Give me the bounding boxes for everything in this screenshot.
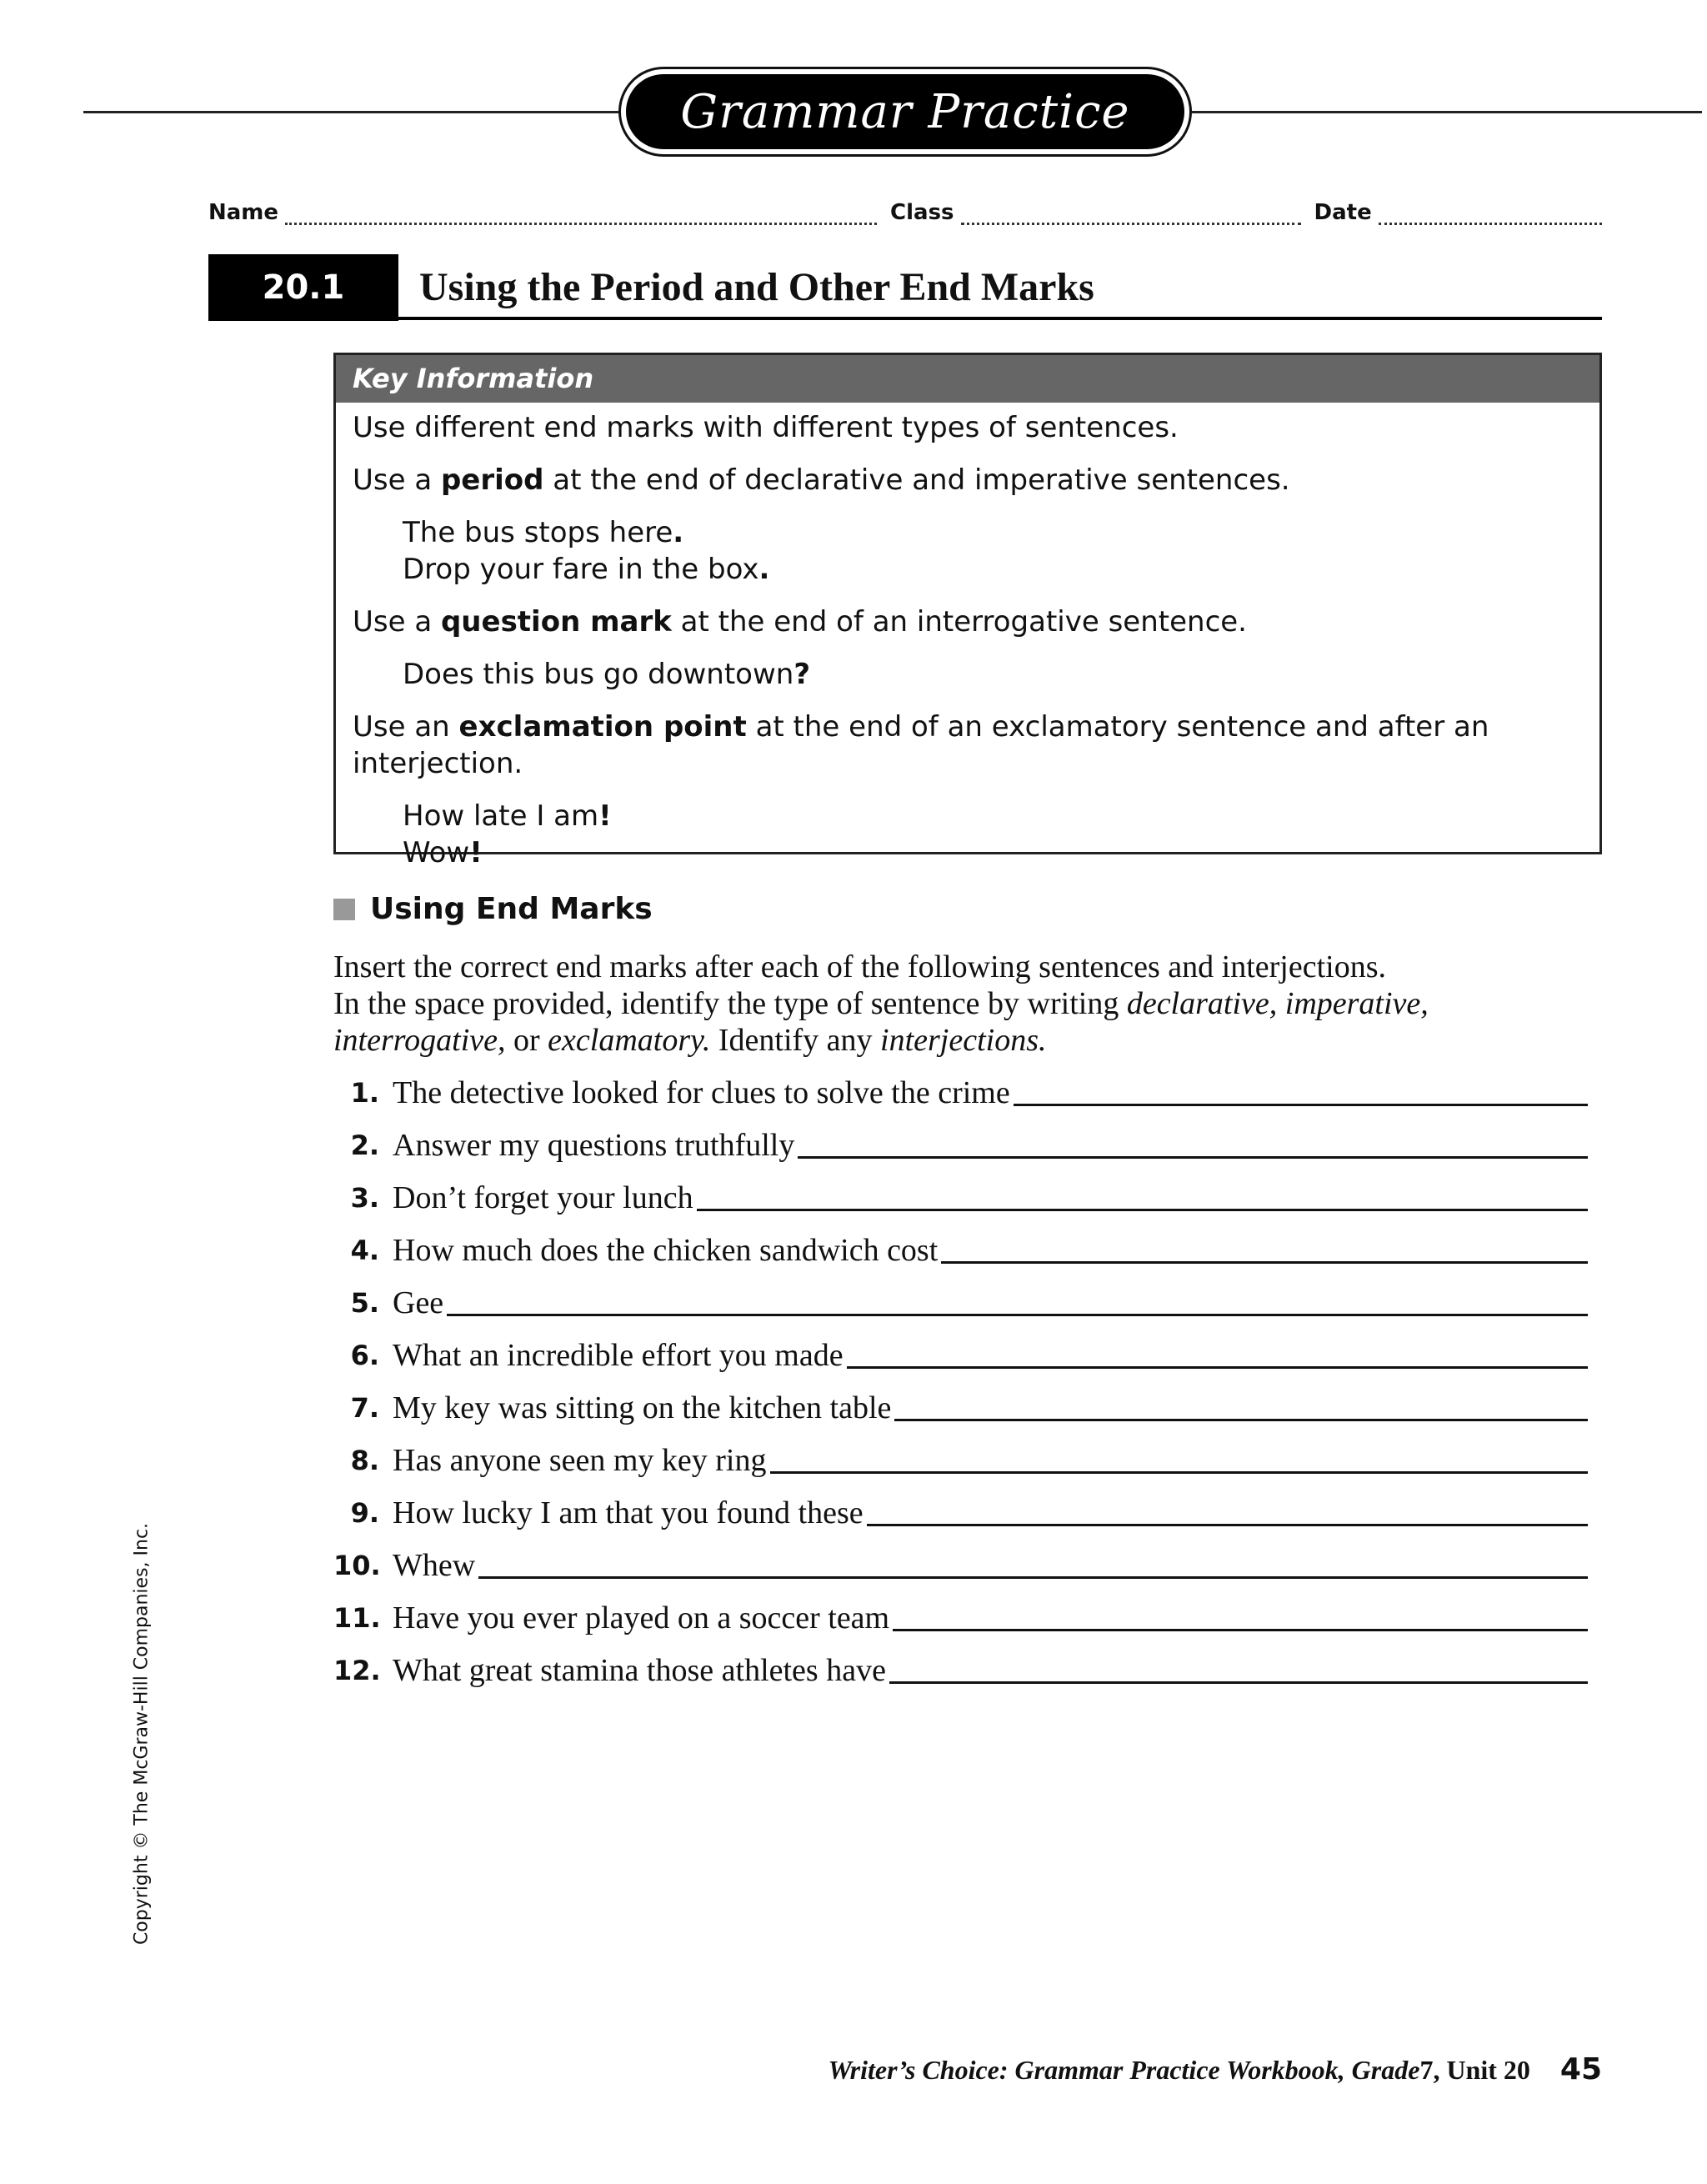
exercise-sentence: Don’t forget your lunch [393,1180,693,1215]
example-mark: ! [469,836,483,869]
instructions-text: In the space provided, identify the type of sentence by writing [333,986,1127,1021]
title-banner [618,67,1192,157]
rule-text: at the end of an interrogative sentence. [671,605,1247,639]
exercise-sentence: Has anyone seen my key ring [393,1443,767,1478]
exercise-sentence: What great stamina those athletes have [393,1653,886,1688]
name-field[interactable] [285,203,877,225]
rule-text: at the end of declarative and imperative sentences. [543,463,1290,497]
answer-line[interactable] [1014,1104,1588,1106]
example-text: How late I am [403,799,599,833]
example-line [403,551,1583,588]
exercise-number: 5. [350,1287,379,1319]
section-rule [398,317,1602,320]
example-mark: ! [598,799,612,833]
subsection-heading [333,892,653,926]
instructions-line [333,1022,1600,1059]
exercise-item [333,1175,1588,1216]
exercise-number: 7. [350,1392,379,1424]
term-interrogative: interrogative, [333,1023,506,1058]
term-declarative: declarative, [1126,986,1278,1021]
rule-text: at the end of an exclamatory sentence and after an interjection. [353,710,1489,780]
exercise-number: 10. [333,1550,381,1581]
date-label: Date [1314,200,1372,225]
rule-term: question mark [440,605,672,639]
answer-line[interactable] [941,1261,1588,1264]
page-number: 45 [1559,2052,1602,2086]
exercise-number: 4. [350,1235,379,1266]
key-intro: Use different end marks with different types of sentences. [353,411,1179,444]
exercise-item [333,1280,1588,1321]
exercise-number: 6. [350,1340,379,1371]
banner-rule-left [83,111,621,113]
section-heading [208,254,1602,321]
period-examples [403,514,1583,588]
banner-rule-right [1192,111,1702,113]
copyright-notice: Copyright © The McGraw-Hill Companies, Inc. [131,1522,153,1946]
term-exclamatory: exclamatory. [548,1023,711,1058]
answer-line[interactable] [447,1314,1588,1316]
example-mark: . [758,553,770,586]
exercise-sentence: Gee [393,1285,444,1320]
exercise-number: 8. [350,1445,379,1476]
page-footer [828,2052,1602,2086]
student-info-row [208,192,1602,225]
example-text: Wow [403,836,470,869]
exercise-sentence: Have you ever played on a soccer team [393,1600,890,1635]
rule-text: Use a [353,463,441,497]
rule-term: exclamation point [458,710,747,744]
exercise-item [333,1332,1588,1374]
subsection-title: Using End Marks [370,892,653,926]
exercise-sentence: How much does the chicken sandwich cost [393,1233,939,1268]
term-interjections: interjections. [880,1023,1047,1058]
exercise-sentence: The detective looked for clues to solve the crime [393,1075,1010,1110]
exercise-number: 12. [333,1655,381,1686]
exercise-item [333,1122,1588,1164]
example-line [403,834,1583,871]
exercise-number: 11. [333,1602,381,1634]
period-rule [353,462,1583,498]
question-examples [403,656,1583,693]
exercise-item [333,1385,1588,1426]
key-information-heading: Key Information [336,355,1599,403]
instructions-text: Identify any [710,1023,881,1058]
instructions [333,949,1600,1059]
footer-grade-unit: 7, Unit 20 [1419,2055,1530,2085]
exercise-sentence: What an incredible effort you made [393,1338,843,1373]
example-mark: ? [793,658,811,691]
class-field[interactable] [961,203,1301,225]
instructions-line: Insert the correct end marks after each of the following sentences and interjections. [333,949,1386,984]
answer-line[interactable] [847,1366,1588,1369]
answer-line[interactable] [798,1156,1588,1159]
date-field[interactable] [1379,203,1602,225]
exercise-sentence: Answer my questions truthfully [393,1128,795,1163]
rule-text: Use a [353,605,441,639]
example-mark: . [673,516,684,549]
class-label: Class [890,200,954,225]
example-text: The bus stops here [403,516,673,549]
answer-line[interactable] [697,1209,1588,1211]
exercise-number: 1. [350,1077,379,1109]
exercise-item [333,1595,1588,1636]
section-title: Using the Period and Other End Marks [419,265,1094,309]
exercise-sentence: How lucky I am that you found these [393,1495,864,1530]
exercise-number: 9. [350,1497,379,1529]
name-label: Name [208,200,279,225]
answer-line[interactable] [889,1681,1588,1684]
answer-line[interactable] [893,1629,1588,1631]
exercise-item [333,1069,1588,1111]
exercise-item [333,1490,1588,1531]
exercise-sentence: Whew [393,1548,476,1583]
exercise-item [333,1647,1588,1689]
exclamation-rule [353,709,1583,782]
example-text: Does this bus go downtown [403,658,794,691]
rule-term: period [440,463,544,497]
exercise-item [333,1437,1588,1479]
answer-line[interactable] [478,1576,1588,1579]
exclamation-examples [403,798,1583,871]
example-text: Drop your fare in the box [403,553,759,586]
exercise-sentence: My key was sitting on the kitchen table [393,1390,892,1425]
answer-line[interactable] [894,1419,1588,1421]
exercise-number: 3. [350,1182,379,1214]
answer-line[interactable] [770,1471,1589,1474]
example-line [403,798,1583,834]
question-rule [353,604,1583,640]
example-line [403,514,1583,551]
key-information-body [336,403,1599,894]
answer-line[interactable] [867,1524,1588,1526]
banner-title: Grammar Practice [626,74,1184,149]
square-bullet-icon [333,899,355,920]
exercise-item [333,1227,1588,1269]
key-information-box [333,353,1602,869]
instructions-text: or [505,1023,548,1058]
example-line [403,656,1583,693]
section-number: 20.1 [208,254,398,321]
instructions-line [333,985,1600,1022]
rule-text: Use an [353,710,459,744]
footer-book-title: Writer’s Choice: Grammar Practice Workbook, Grade [828,2055,1420,2085]
exercise-item [333,1542,1588,1584]
term-imperative: imperative, [1284,986,1429,1021]
exercise-number: 2. [350,1130,379,1161]
